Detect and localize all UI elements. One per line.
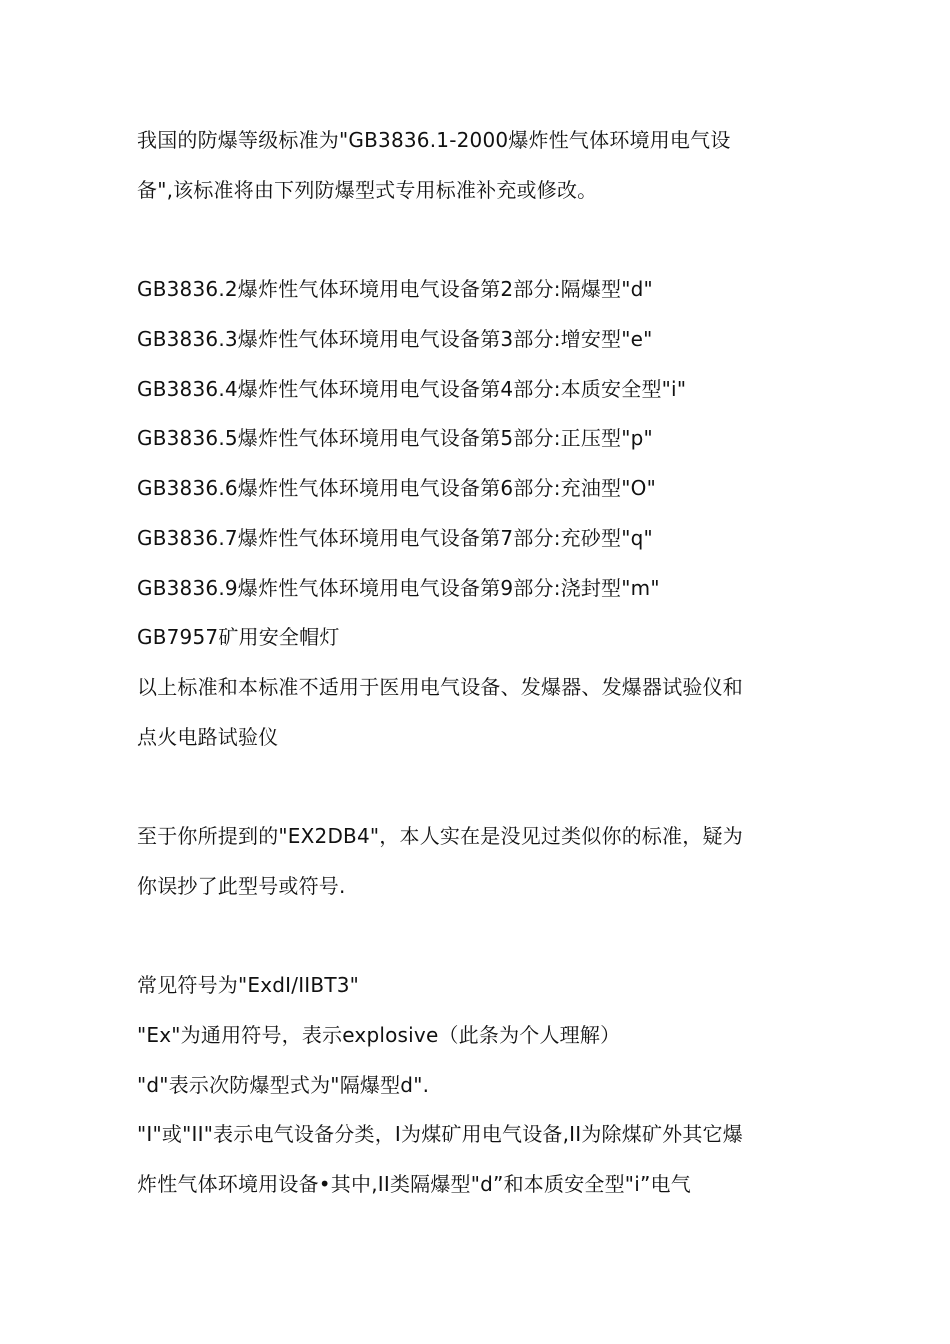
text-line: "d"表示次防爆型式为"隔爆型d". [137, 1073, 430, 1097]
text-line: 你误抄了此型号或符号. [137, 874, 346, 898]
text-line: 至于你所提到的"EX2DB4"，本人实在是没见过类似你的标准，疑为 [137, 824, 743, 848]
text-line: GB3836.4爆炸性气体环境用电气设备第4部分:本质安全型"i" [137, 377, 687, 401]
text-line: 以上标准和本标准不适用于医用电气设备、发爆器、发爆器试验仪和 [137, 675, 743, 699]
text-line: 常见符号为"ExdⅠ/IIBT3" [137, 973, 360, 997]
text-line: GB3836.9爆炸性气体环境用电气设备第9部分:浇封型"m" [137, 576, 660, 600]
text-line: "Ex"为通用符号，表示explosive（此条为个人理解） [137, 1023, 621, 1047]
text-line: GB3836.3爆炸性气体环境用电气设备第3部分:增安型"e" [137, 327, 653, 351]
text-line: GB3836.6爆炸性气体环境用电气设备第6部分:充油型"O" [137, 476, 657, 500]
text-line: GB3836.7爆炸性气体环境用电气设备第7部分:充砂型"q" [137, 526, 653, 550]
text-line: GB7957矿用安全帽灯 [137, 625, 340, 649]
text-line: 我国的防爆等级标准为"GB3836.1-2000爆炸性气体环境用电气设 [137, 128, 731, 152]
text-line: 点火电路试验仪 [137, 725, 279, 749]
text-line: GB3836.2爆炸性气体环境用电气设备第2部分:隔爆型"d" [137, 277, 653, 301]
text-line: 备",该标准将由下列防爆型式专用标准补充或修改。 [137, 178, 598, 202]
text-line: GB3836.5爆炸性气体环境用电气设备第5部分:正压型"p" [137, 426, 653, 450]
text-line: "Ⅰ"或"II"表示电气设备分类，Ⅰ为煤矿用电气设备,II为除煤矿外其它爆 [137, 1122, 743, 1146]
text-line: 炸性气体环境用设备•其中,II类隔爆型"d”和本质安全型"i”电气 [137, 1172, 691, 1196]
